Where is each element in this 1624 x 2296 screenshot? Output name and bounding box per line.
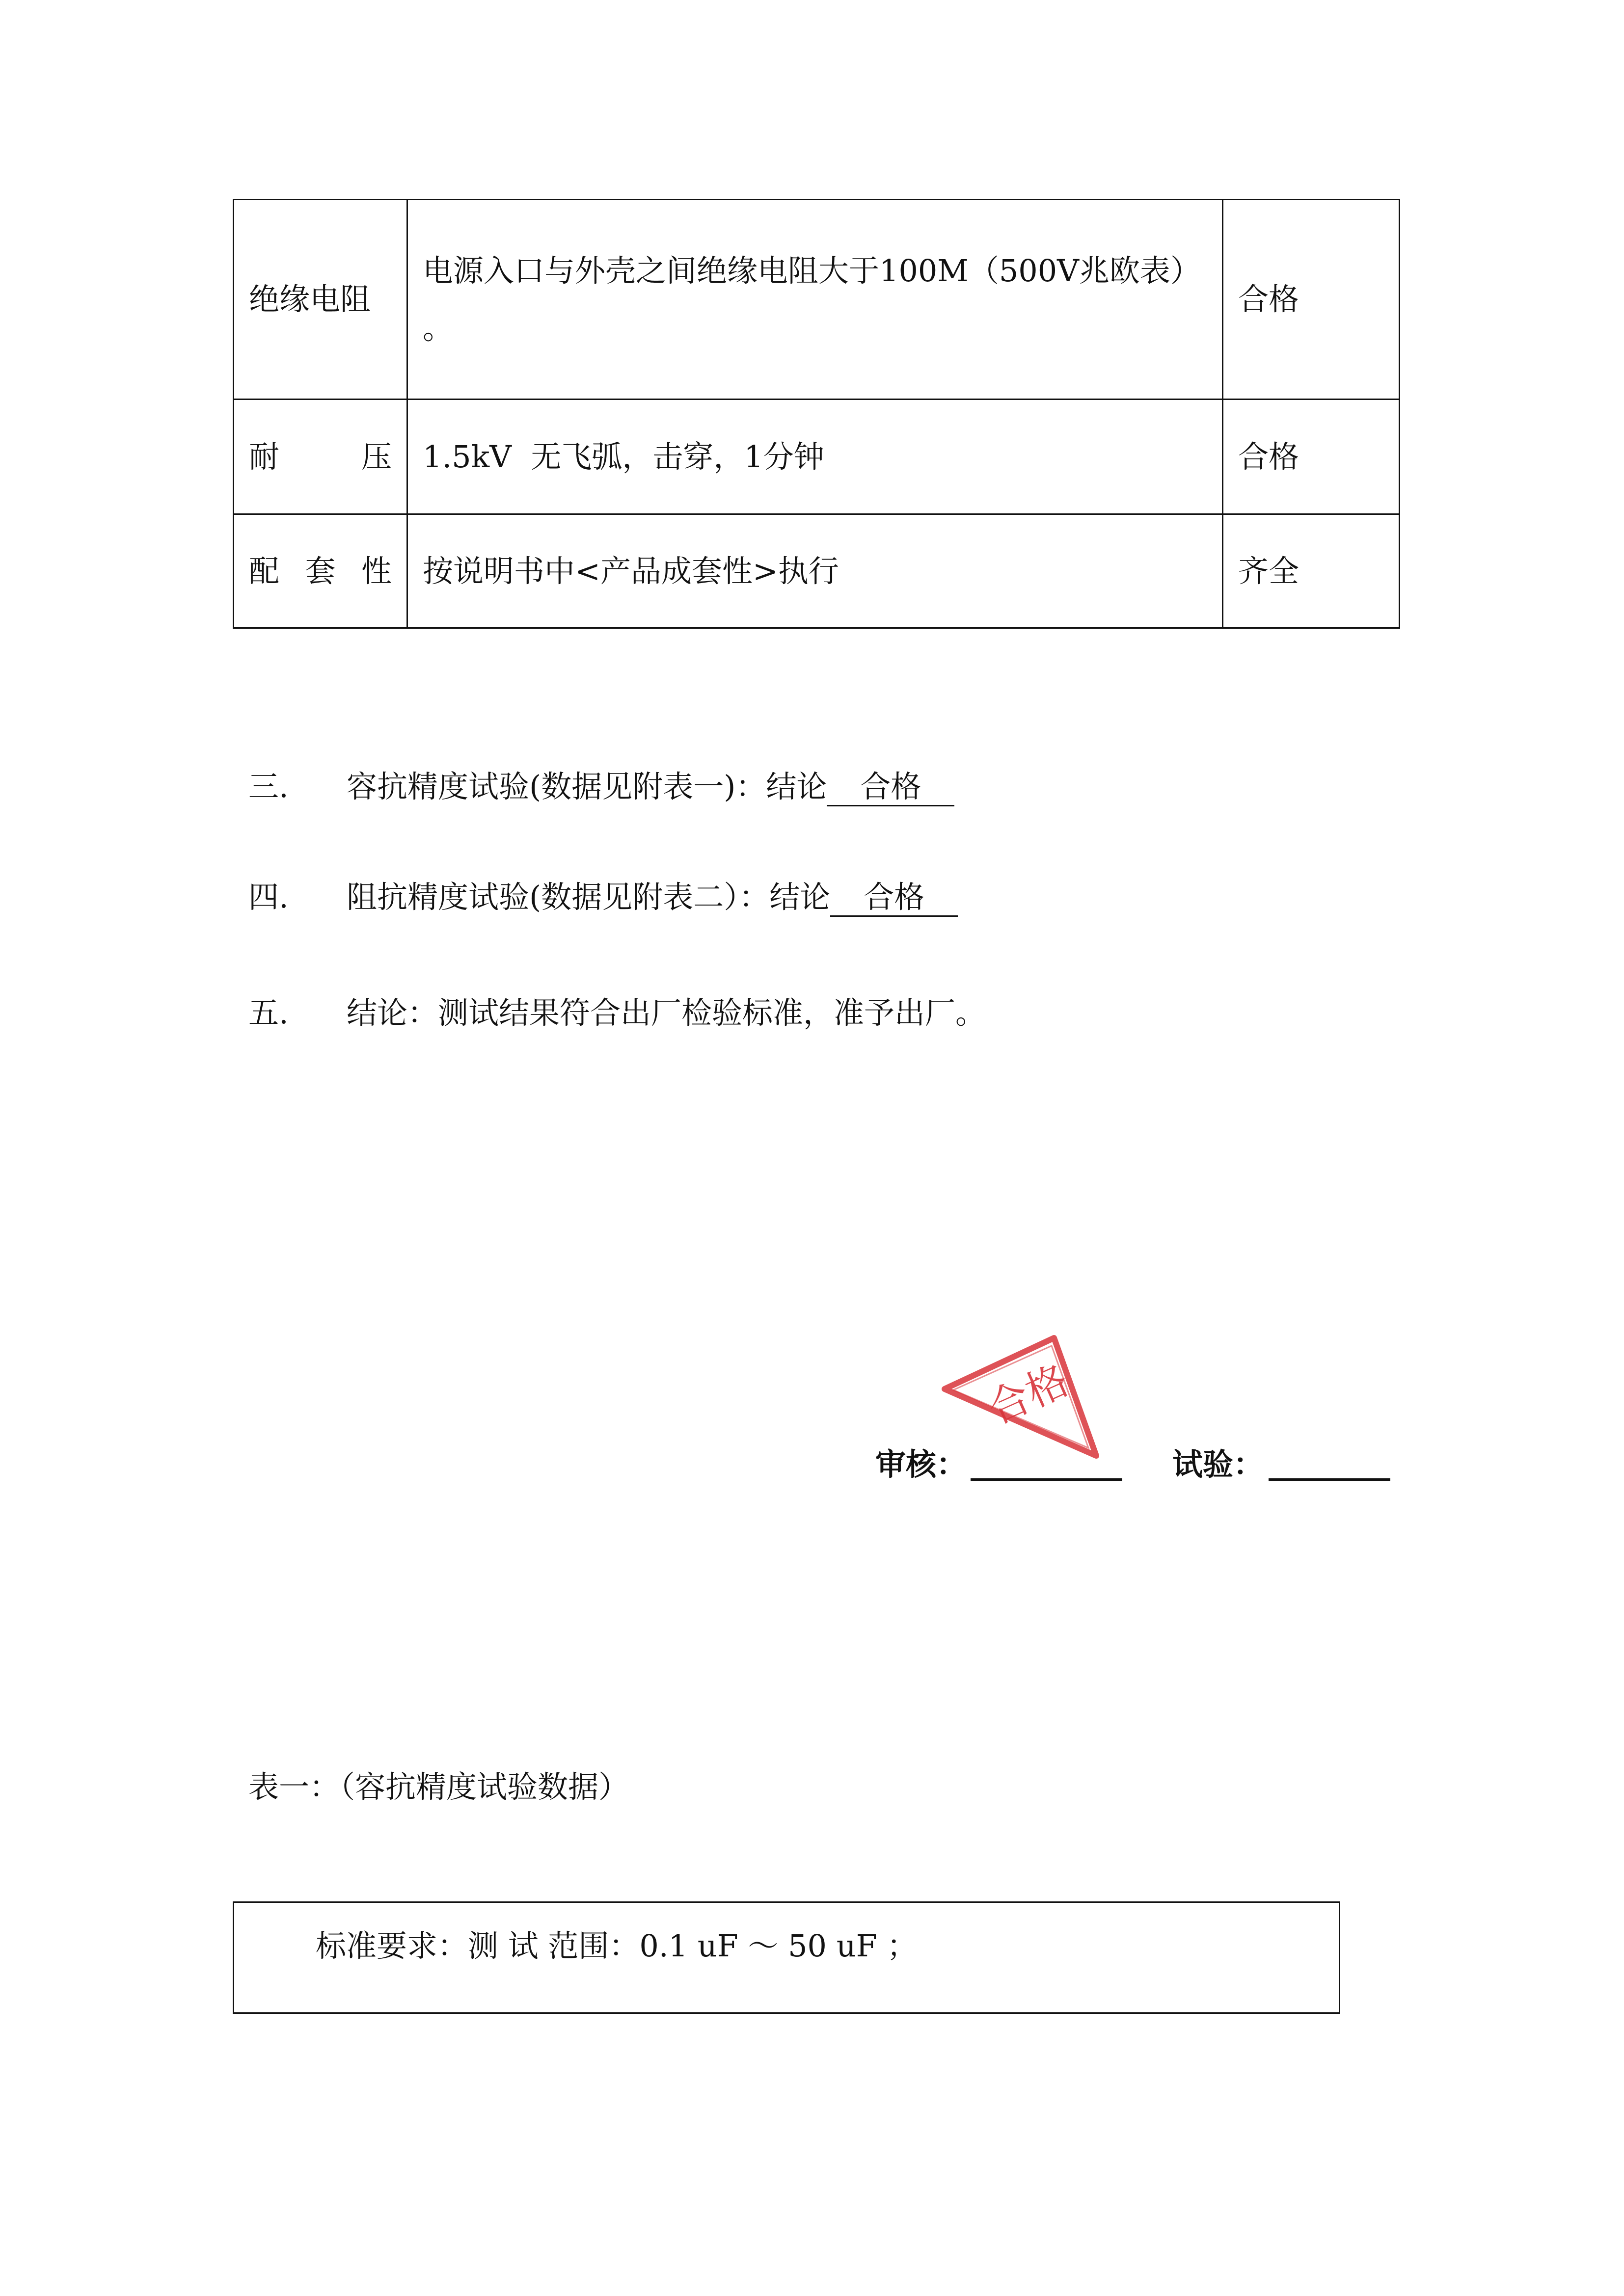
- result-cell: [1223, 400, 1400, 514]
- section-number: 四.: [248, 879, 289, 915]
- item-label-char: 压: [361, 438, 392, 475]
- requirement-text: 1.5kV 无飞弧，击穿，1分钟: [423, 438, 824, 475]
- result-text: 合格: [1238, 281, 1299, 318]
- conclusion-capacitance: [248, 769, 954, 806]
- requirement-text: 标准要求：测 试 范围：0.1 uF ～ 50 uF ；: [316, 1928, 918, 1964]
- conclusion-text: 容抗精度试验(数据见附表一)：结论: [347, 769, 827, 804]
- item-cell: [234, 400, 407, 514]
- section-number: 五.: [248, 995, 289, 1031]
- requirement-box: [233, 1901, 1340, 2014]
- item-cell: [234, 514, 407, 628]
- conclusion-text: 结论：测试结果符合出厂检验标准，准予出厂。: [347, 995, 986, 1031]
- table-row: [234, 400, 1400, 514]
- requirement-text: 电源入口与外壳之间绝缘电阻大于100M（500V兆欧表）: [423, 252, 1201, 289]
- item-label-char: 配: [249, 553, 280, 589]
- table-row: [234, 514, 1400, 628]
- item-label: 绝缘电阻: [249, 281, 371, 318]
- tester-signature-line[interactable]: [1269, 1478, 1390, 1481]
- inspection-table: [233, 199, 1400, 629]
- result-cell: [1223, 200, 1400, 400]
- conclusion-text: 阻抗精度试验(数据见附表二）：结论: [347, 879, 831, 915]
- conclusion-final: [248, 995, 986, 1031]
- item-cell: [234, 200, 407, 400]
- requirement-text-continued: 。: [423, 310, 454, 346]
- requirement-cell: [407, 400, 1223, 514]
- requirement-cell: [407, 514, 1223, 628]
- section-number: 三.: [248, 769, 289, 804]
- item-label-char: 套: [305, 553, 336, 589]
- table-row: [234, 200, 1400, 400]
- tester-label: 试验：: [1172, 1446, 1264, 1482]
- result-text: 合格: [1238, 438, 1299, 475]
- item-label-char: 性: [361, 553, 392, 589]
- result-cell: [1223, 514, 1400, 628]
- requirement-text: 按说明书中<产品成套性>执行: [423, 553, 839, 589]
- item-label-char: 耐: [249, 438, 280, 475]
- result-text: 齐全: [1238, 553, 1299, 589]
- reviewer-label: 审核：: [875, 1446, 967, 1482]
- conclusion-result: 合格: [830, 882, 958, 917]
- conclusion-result: 合格: [827, 772, 954, 806]
- reviewer-signature-line[interactable]: [971, 1478, 1122, 1481]
- conclusion-impedance: [248, 879, 958, 917]
- requirement-cell: [407, 200, 1223, 400]
- table-one-caption: 表一：（容抗精度试验数据）: [248, 1769, 629, 1805]
- stamp-text: 合格: [980, 1356, 1076, 1434]
